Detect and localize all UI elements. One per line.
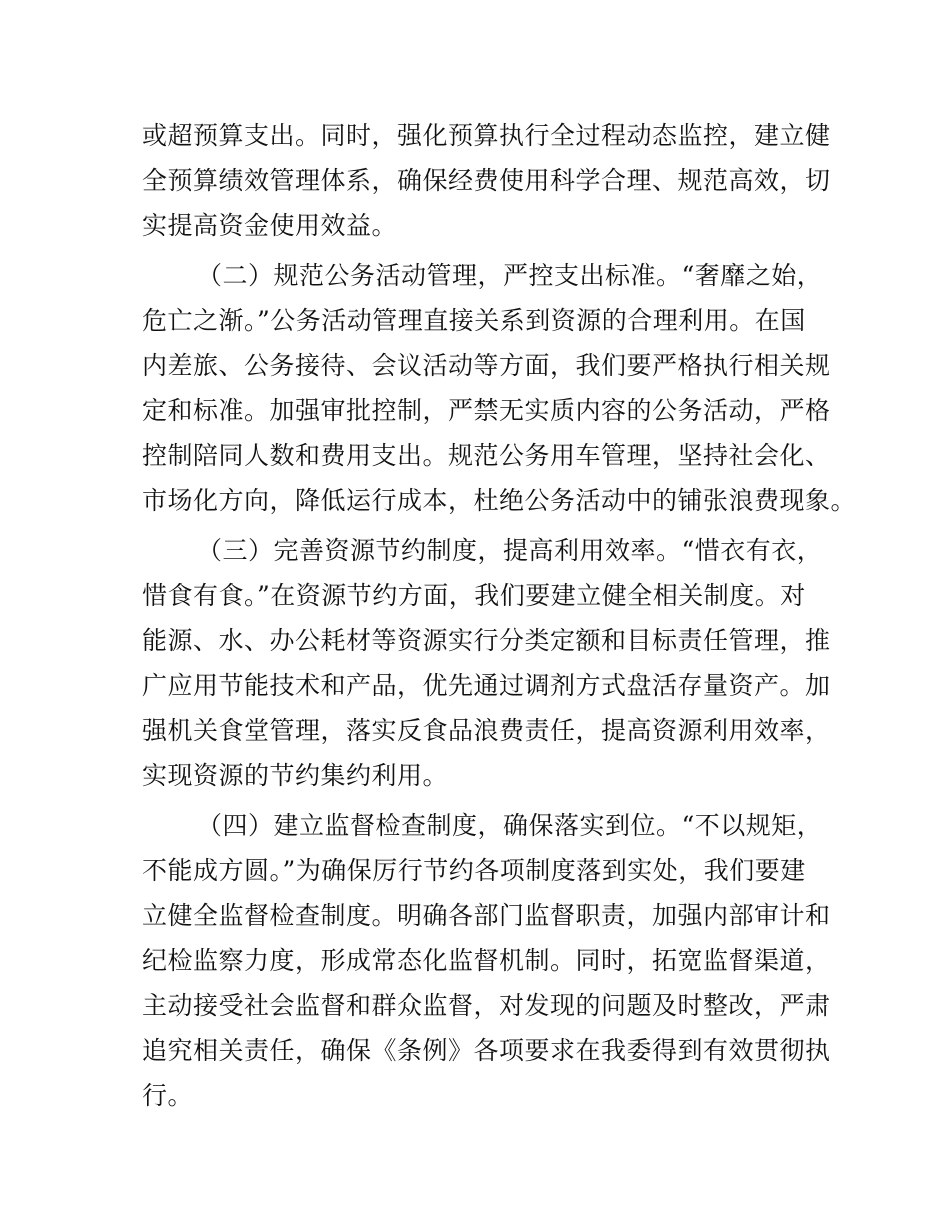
text-line: 全预算绩效管理体系，确保经费使用科学合理、规范高效，切	[142, 166, 831, 195]
text-line: 或超预算支出。同时，强化预算执行全过程动态监控，建立健	[142, 121, 831, 150]
text-line: 内差旅、公务接待、会议活动等方面，我们要严格执行相关规	[142, 351, 831, 380]
section-heading-line: （四）建立监督检查制度，确保落实到位。“不以规矩，	[197, 811, 823, 840]
text-line: 危亡之渐。”公务活动管理直接关系到资源的合理利用。在国	[142, 306, 806, 335]
text-line: 实提高资金使用效益。	[142, 211, 398, 240]
text-line: 实现资源的节约集约利用。	[142, 761, 449, 790]
text-line: 控制陪同人数和费用支出。规范公务用车管理，坚持社会化、	[142, 441, 831, 470]
text-line: 追究相关责任，确保《条例》各项要求在我委得到有效贯彻执	[142, 1036, 831, 1065]
text-line: 强机关食堂管理，落实反食品浪费责任，提高资源利用效率，	[142, 716, 831, 745]
text-line: 广应用节能技术和产品，优先通过调剂方式盘活存量资产。加	[142, 671, 831, 700]
text-line: 能源、水、办公耗材等资源实行分类定额和目标责任管理，推	[142, 626, 831, 655]
text-line: 定和标准。加强审批控制，严禁无实质内容的公务活动，严格	[142, 396, 831, 425]
section-heading-line: （三）完善资源节约制度，提高利用效率。“惜衣有衣，	[197, 536, 823, 565]
text-line: 纪检监察力度，形成常态化监督机制。同时，拓宽监督渠道，	[142, 946, 831, 975]
text-line: 市场化方向，降低运行成本，杜绝公务活动中的铺张浪费现象。	[142, 486, 857, 515]
text-line: 惜食有食。”在资源节约方面，我们要建立健全相关制度。对	[142, 581, 806, 610]
text-line: 行。	[142, 1081, 194, 1110]
text-line: 主动接受社会监督和群众监督，对发现的问题及时整改，严肃	[142, 991, 831, 1020]
section-heading-line: （二）规范公务活动管理，严控支出标准。“奢靡之始，	[197, 261, 823, 290]
text-line: 不能成方圆。”为确保厉行节约各项制度落到实处，我们要建	[142, 856, 806, 885]
text-line: 立健全监督检查制度。明确各部门监督职责，加强内部审计和	[142, 901, 831, 930]
